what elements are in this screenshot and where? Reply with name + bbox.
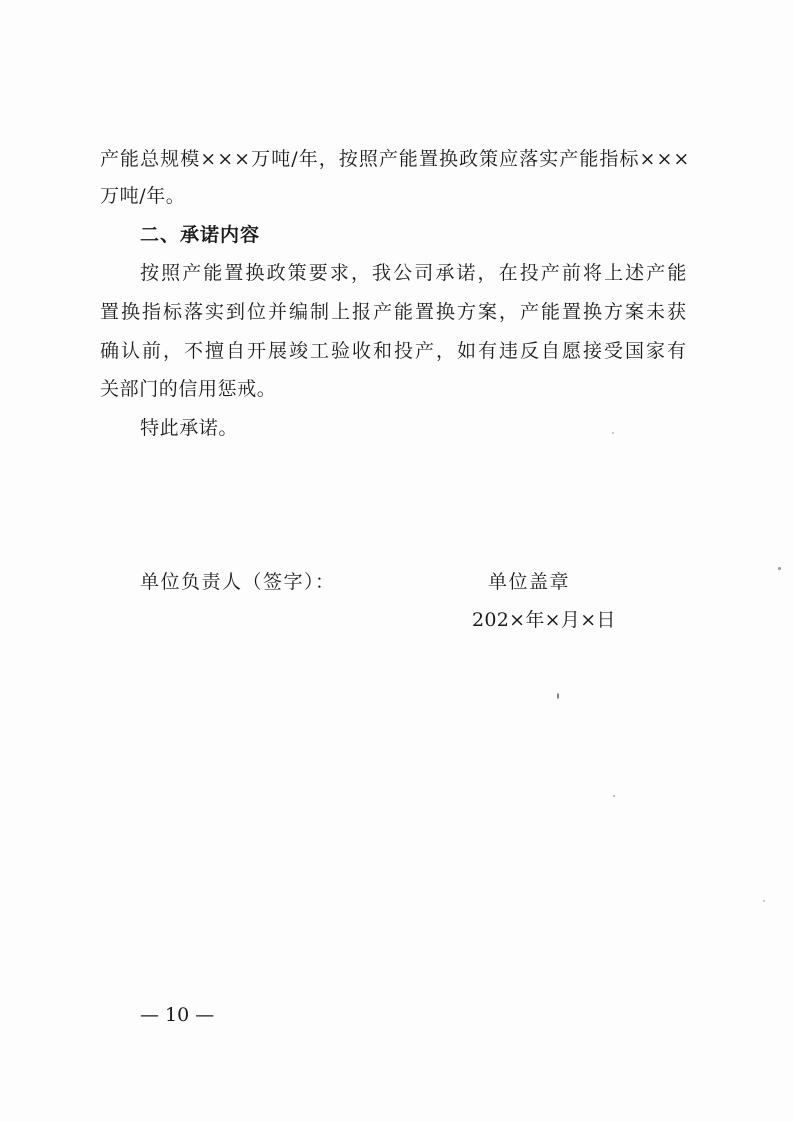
scan-speck — [763, 900, 765, 902]
signature-label: 单位负责人（签字）： — [140, 571, 336, 593]
para1-line1: 产 能 总 规 模 × × × 万 吨 / 年 ， 按 照 产 能 置 换 政 策 应 落 实 产 能 指 标 × × × — [100, 148, 690, 170]
para1-line2: 万吨/年。 — [100, 185, 186, 207]
seal-label: 单位盖章 — [488, 571, 571, 593]
para2-line3: 确 认 前 ， 不 擅 自 开 展 竣 工 验 收 和 投 产 ， 如 有 违 反 自 愿 接 受 国 家 有 — [100, 340, 687, 362]
scan-speck — [613, 795, 615, 797]
scan-speck — [557, 693, 559, 699]
scan-speck — [612, 432, 614, 434]
para2-line4: 关部门的信用惩戒。 — [100, 378, 277, 400]
para2-line1: 按 照 产 能 置 换 政 策 要 求 ， 我 公 司 承 诺 ， 在 投 产 前 将 上 述 产 能 — [140, 262, 687, 284]
scan-speck — [778, 567, 781, 570]
section-heading: 二、承诺内容 — [140, 224, 261, 246]
para2-line2: 置 换 指 标 落 实 到 位 并 编 制 上 报 产 能 置 换 方 案 ， 产 能 置 换 方 案 未 获 — [100, 301, 687, 323]
page-number: — 10 — — [140, 1004, 215, 1026]
closing-statement: 特此承诺。 — [140, 417, 239, 439]
date-line: 202×年×月×日 — [472, 609, 616, 631]
